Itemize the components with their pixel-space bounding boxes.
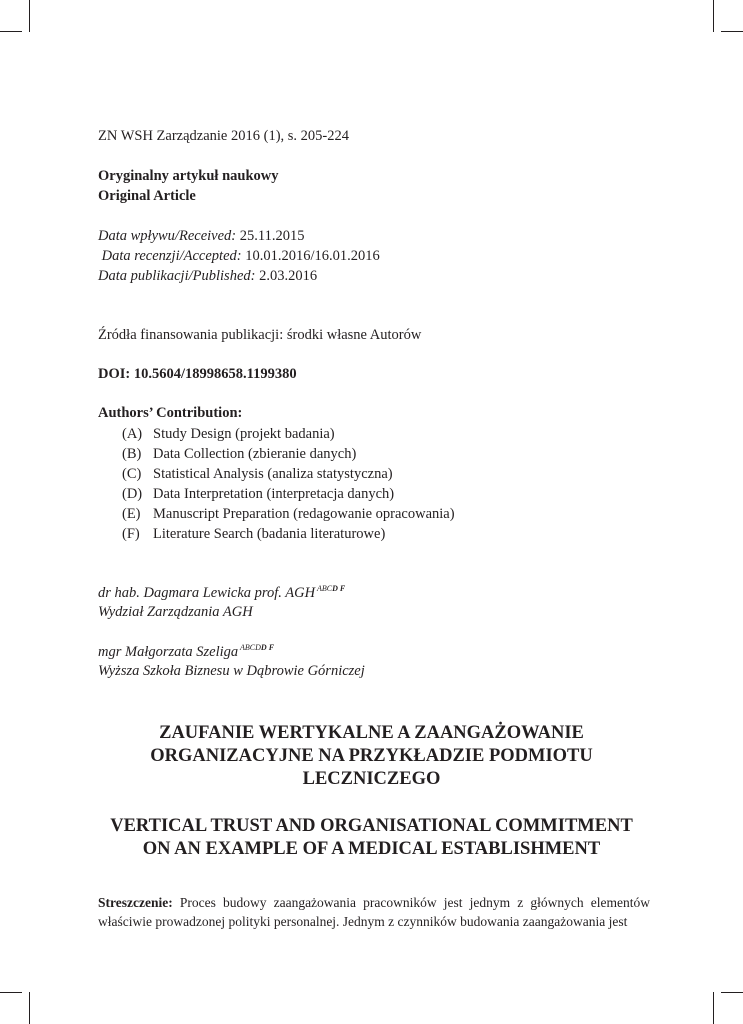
author-affiliation: Wydział Zarządzania AGH (98, 604, 253, 620)
contribution-item: (A) Study Design (projekt badania) (122, 426, 335, 442)
author-contribution-codes: ABCD F (316, 584, 346, 593)
crop-mark (713, 992, 714, 1024)
author-affiliation: Wyższa Szkoła Biznesu w Dąbrowie Górniczej (98, 663, 365, 679)
crop-mark (0, 31, 22, 32)
crop-mark (29, 0, 30, 32)
title-english: VERTICAL TRUST AND ORGANISATIONAL COMMITMENT ON AN EXAMPLE OF A MEDICAL ESTABLISHMENT (110, 816, 633, 859)
contribution-item: (D) Data Interpretation (interpretacja danych) (122, 486, 395, 502)
funding-source: Źródła finansowania publikacji: środki własne Autorów (98, 327, 422, 343)
abstract (98, 893, 650, 931)
accepted-value: 10.01.2016/16.01.2016 (241, 248, 380, 264)
published-value: 2.03.2016 (255, 268, 318, 284)
accepted-date (98, 248, 380, 265)
published-date (98, 268, 317, 285)
article-type-pl: Oryginalny artykuł naukowy (98, 168, 279, 184)
contribution-item: (F) Literature Search (badania literaturowe) (122, 526, 386, 542)
received-label: Data wpływu/Received: (98, 228, 237, 244)
contribution-item: (C) Statistical Analysis (analiza statystyczna) (122, 466, 393, 482)
received-date (98, 228, 304, 245)
author-name: dr hab. Dagmara Lewicka prof. AGH $^{ABCD F}$ (98, 584, 346, 601)
contribution-item: (B) Data Collection (zbieranie danych) (122, 446, 357, 462)
crop-mark (721, 31, 743, 32)
author-contribution-codes: ABCDD F (240, 643, 275, 652)
title-polish: ZAUFANIE WERTYKALNE A ZAANGAŻOWANIE ORGANIZACYJNE NA PRZYKŁADZIE PODMIOTU LECZNICZEGO (150, 723, 593, 789)
crop-mark (0, 992, 22, 993)
published-label: Data publikacji/Published: (98, 268, 256, 284)
journal-citation: ZN WSH Zarządzanie 2016 (1), s. 205-224 (98, 128, 349, 144)
abstract-label: Streszczenie: (98, 895, 173, 910)
crop-mark (29, 992, 30, 1024)
author-name: mgr Małgorzata Szeliga $^{ABCDD F}$ (98, 643, 275, 660)
crop-mark (721, 992, 743, 993)
contribution-heading: Authors’ Contribution: (98, 405, 243, 421)
crop-mark (713, 0, 714, 32)
accepted-label: Data recenzji/Accepted: (98, 248, 242, 264)
received-value: 25.11.2015 (236, 228, 305, 244)
contribution-item: (E) Manuscript Preparation (redagowanie opracowania) (122, 506, 455, 522)
abstract-text: Proces budowy zaangażowania pracowników jest jednym z głównych elementów właściwie prowadzonej polityki personalnej. Jednym z czynników budowania zaangażowania jest (98, 895, 650, 929)
article-type-en: Original Article (98, 188, 196, 204)
doi: DOI: 10.5604/18998658.1199380 (98, 366, 297, 382)
